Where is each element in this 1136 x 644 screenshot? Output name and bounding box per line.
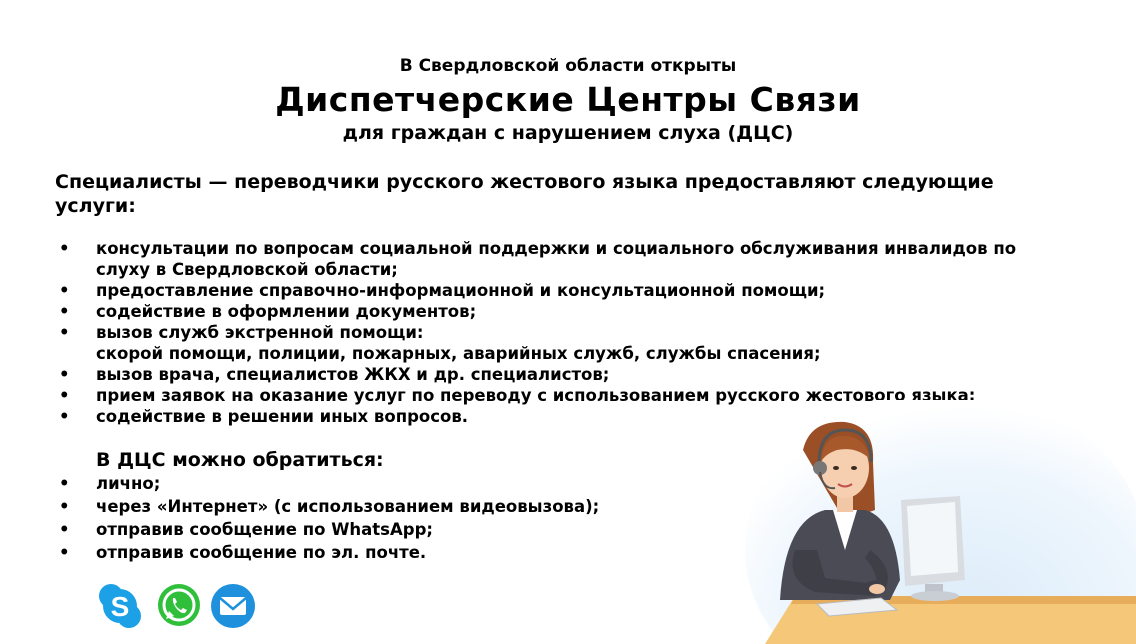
list-item-line: прием заявок на оказание услуг по переводу с использованием русского жестового языка;: [96, 386, 976, 405]
list-item: [55, 301, 1075, 322]
list-item: [55, 364, 1075, 385]
list-item-line: содействие в решении иных вопросов.: [96, 407, 469, 426]
list-item: [55, 238, 1075, 280]
list-item-line: лично;: [96, 474, 161, 493]
services-intro: Специалисты — переводчики русского жестового языка предоставляют следующие услуги:: [55, 171, 994, 217]
page-subtitle: для граждан с нарушением слуха (ДЦС): [342, 122, 794, 144]
bullet: •: [59, 302, 70, 321]
page-title: Диспетчерские Центры Связи: [275, 80, 861, 119]
list-item-line: отправив сообщение по WhatsApp;: [96, 520, 433, 539]
bullet: •: [59, 407, 70, 426]
header-line: В Свердловской области открыты: [399, 56, 737, 76]
list-item-line: предоставление справочно-информационной и консультационной помощи;: [96, 281, 826, 300]
bullet: •: [59, 281, 70, 300]
skype-icon[interactable]: [97, 583, 143, 629]
bullet: •: [59, 323, 70, 342]
list-item-line: содействие в оформлении документов;: [96, 302, 477, 321]
mail-icon[interactable]: [210, 583, 256, 629]
list-item-line: через «Интернет» (с использованием видеовызова);: [96, 497, 600, 516]
bullet: •: [59, 474, 70, 493]
bullet: •: [59, 386, 70, 405]
list-item-line: вызов врача, специалистов ЖКХ и др. специалистов;: [96, 365, 610, 384]
list-item-line: скорой помощи, полиции, пожарных, аварийных служб, службы спасения;: [96, 344, 821, 363]
list-item-line: слуху в Свердловской области;: [96, 260, 398, 279]
list-item-line: консультации по вопросам социальной поддержки и социального обслуживания инвалидов по: [96, 239, 1017, 258]
services-list: [55, 238, 1075, 427]
svg-text:S: S: [110, 591, 130, 622]
bullet: •: [59, 365, 70, 384]
whatsapp-icon[interactable]: [156, 583, 202, 629]
list-item: [55, 280, 1075, 301]
list-item-line: вызов служб экстренной помощи:: [96, 323, 424, 342]
contact-heading: В ДЦС можно обратиться:: [96, 449, 384, 471]
bullet: •: [59, 543, 70, 562]
list-item: [55, 322, 1075, 364]
list-item-line: отправив сообщение по эл. почте.: [96, 543, 427, 562]
operator-illustration: [725, 400, 1136, 644]
bullet: •: [59, 520, 70, 539]
bullet: •: [59, 497, 70, 516]
bullet: •: [59, 239, 70, 258]
